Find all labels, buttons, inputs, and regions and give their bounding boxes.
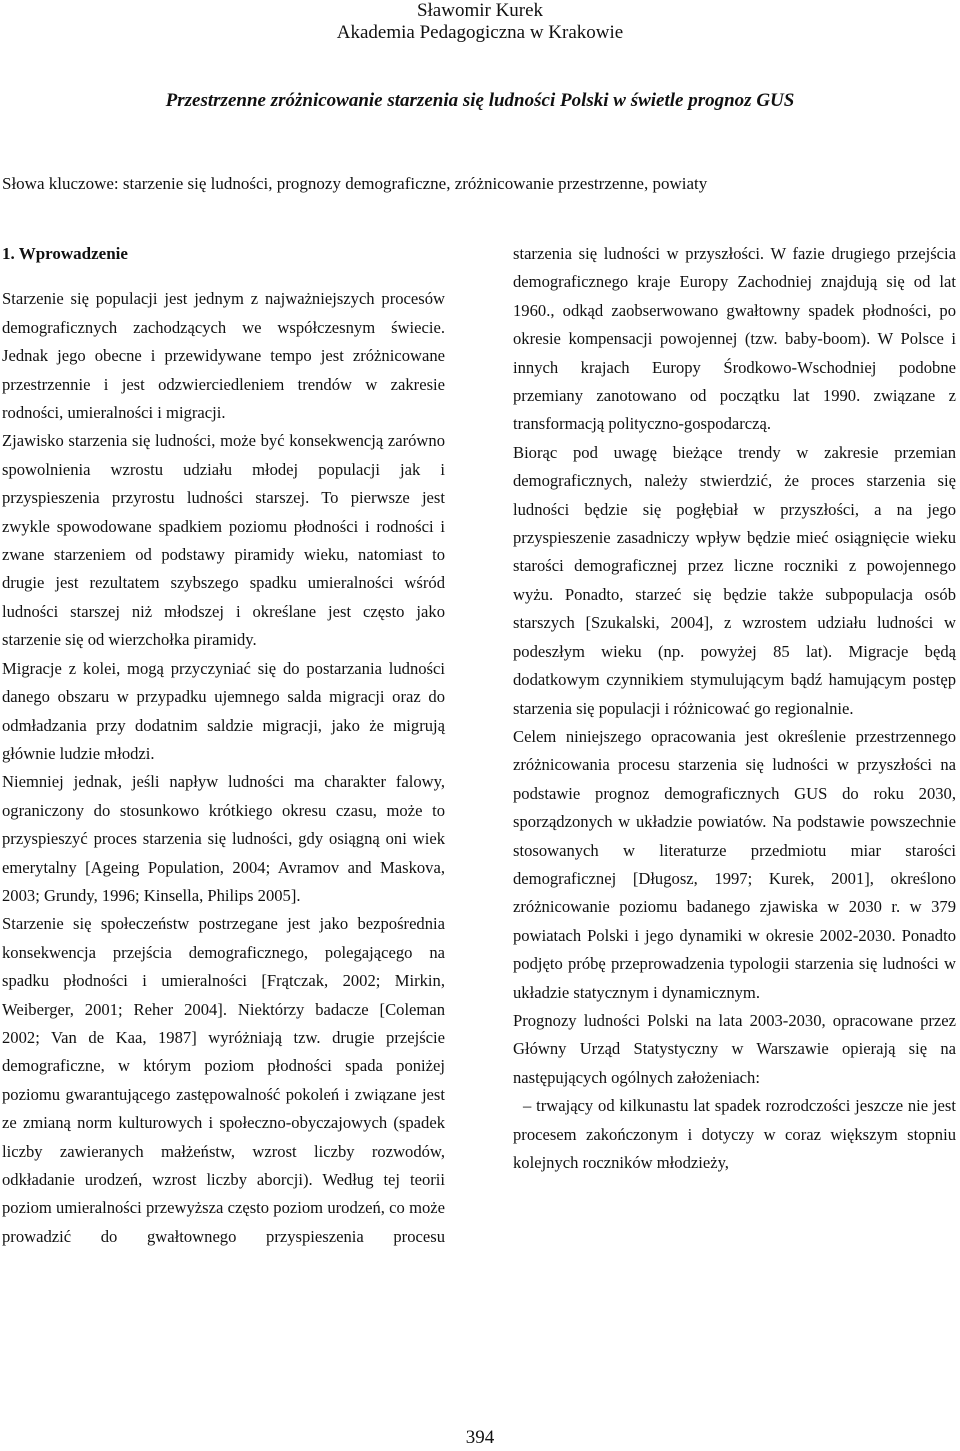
section-heading: 1. Wprowadzenie: [2, 244, 128, 263]
author-block: [0, 0, 960, 44]
author-name: Sławomir Kurek: [416, 0, 544, 21]
paragraph: Starzenie się populacji jest jednym z najważniejszych procesów demograficznych zachodzących we współczesnym świecie. Jednak jego obecne i przewidywane tempo jest zróżnicowane przestrzennie i jest odzwierciedleniem trendów w zakresie rodności, umieralności i migracji.: [2, 289, 445, 423]
keywords-line: Słowa kluczowe: starzenie się ludności, prognozy demograficzne, zróżnicowanie przestrzenne, powiaty: [2, 174, 708, 193]
paragraph: Celem niniejszego opracowania jest określenie przestrzennego zróżnicowania procesu starzenia się ludności w przyszłości na podstawie prognoz demograficznych GUS do roku 2030, sporządzonych w układzie powiatów. Na podstawie powszechnie stosowanych w literaturze przedmiotu miar starości demograficznej [Długosz, 1997; Kurek, 2001], określono zróżnicowanie poziomu badanego zjawiska w 2030 r. w 379 powiatach Polski i jego dynamiki w okresie 2002-2030. Ponadto podjęto próbę przeprowadzenia typologii starzenia się ludności w układzie statycznym i dynamicznym.: [513, 726, 956, 1002]
paragraph: Starzenie się społeczeństw postrzegane jest jako bezpośrednia konsekwencja przejścia demograficznego, polegającego na spadku płodności i umieralności [Frątczak, 2002; Mirkin, Weiberger, 2001; Reher 2004]. Niektórzy badacze [Coleman 2002; Van de Kaa, 1987] wyróżniają tzw. drugie przejście demograficzne, w którym poziom płodności spada poniżej poziomu gwarantującego zastępowalność pokoleń i związane jest ze zmianą norm kulturowych i społeczno-obyczajowych (spadek liczby zawieranych małżeństw, wzrost liczby rozwodów, odkładanie urodzeń, wzrost liczby aborcji). Według tej teorii poziom umieralności przewyższa często poziom urodzeń, co może prowadzić do gwałtownego przyspieszenia procesu: [2, 914, 445, 1246]
paragraph: Biorąc pod uwagę bieżące trendy w zakresie przemian demograficznych, należy stwierdzić, że proces starzenia się ludności będzie się pogłębiał w przyszłości, a na jego przyspieszenie zasadniczy wpływ będzie mieć osiągnięcie wieku starości demograficznej przez liczne roczniki z powojennego wyżu. Ponadto, starzeć się będzie także subpopulacja osób starszych [Szukalski, 2004], z wzrostem udziału ludności w podeszłym wieku (np. powyżej 85 lat). Migracje będą dodatkowym czynnikiem stymulującym bądź hamującym postęp starzenia się populacji i różnicować go regionalnie.: [513, 442, 956, 718]
paper-title: Przestrzenne zróżnicowanie starzenia się ludności Polski w świetle prognoz GUS: [165, 90, 795, 111]
paragraph: Migracje z kolei, mogą przyczyniać się do postarzania ludności danego obszaru w przypadku ujemnego salda migracji oraz do odmładzania przy dodatnim saldzie migracji, jako że migrują głównie ludzie młodzi.: [2, 658, 445, 763]
paragraph: Zjawisko starzenia się ludności, może być konsekwencją zarówno spowolnienia wzrostu udziału młodej populacji jak i przyspieszenia przyrostu ludności starszej. To pierwsze jest zwykle spowodowane spadkiem poziomu płodności i rodności i zwane starzeniem od podstawy piramidy wieku, natomiast to drugie jest rezultatem szybszego spadku umieralności wśród ludności starszej niż młodszej i określane jest często jako starzenie się od wierzchołka piramidy.: [2, 431, 445, 650]
right-column: [513, 240, 956, 1177]
paragraph: Niemniej jednak, jeśli napływ ludności ma charakter falowy, ograniczony do stosunkowo krótkiego okresu czasu, może to przyspieszyć proces starzenia się ludności, gdy osiągną oni wiek emerytalny [Ageing Population, 2004; Avramov and Maskova, 2003; Grundy, 1996; Kinsella, Philips 2005].: [2, 772, 445, 905]
page-number: 394: [465, 1427, 495, 1448]
author-affiliation: Akademia Pedagogiczna w Krakowie: [336, 22, 624, 43]
paragraph: Prognozy ludności Polski na lata 2003-2030, opracowane przez Główny Urząd Statystyczny w Warszawie opierają się na następujących ogólnych założeniach:: [513, 1010, 956, 1087]
left-column: [2, 240, 445, 1251]
list-item: – trwający od kilkunastu lat spadek rozrodczości jeszcze nie jest procesem zakończonym i dotyczy w coraz większym stopniu kolejnych roczników młodzieży,: [513, 1096, 956, 1172]
paragraph: starzenia się ludności w przyszłości. W fazie drugiego przejścia demograficznego kraje Europy Zachodniej znajdują się od lat 1960., odkąd zaobserwowano gwałtowny spadek płodności, po okresie kompensacji powojennej (tzw. baby-boom). W Polsce i innych krajach Europy Środkowo-Wschodniej podobne przemiany zanotowano od początku lat 1990. związane z transformacją polityczno-gospodarczą.: [513, 244, 956, 434]
